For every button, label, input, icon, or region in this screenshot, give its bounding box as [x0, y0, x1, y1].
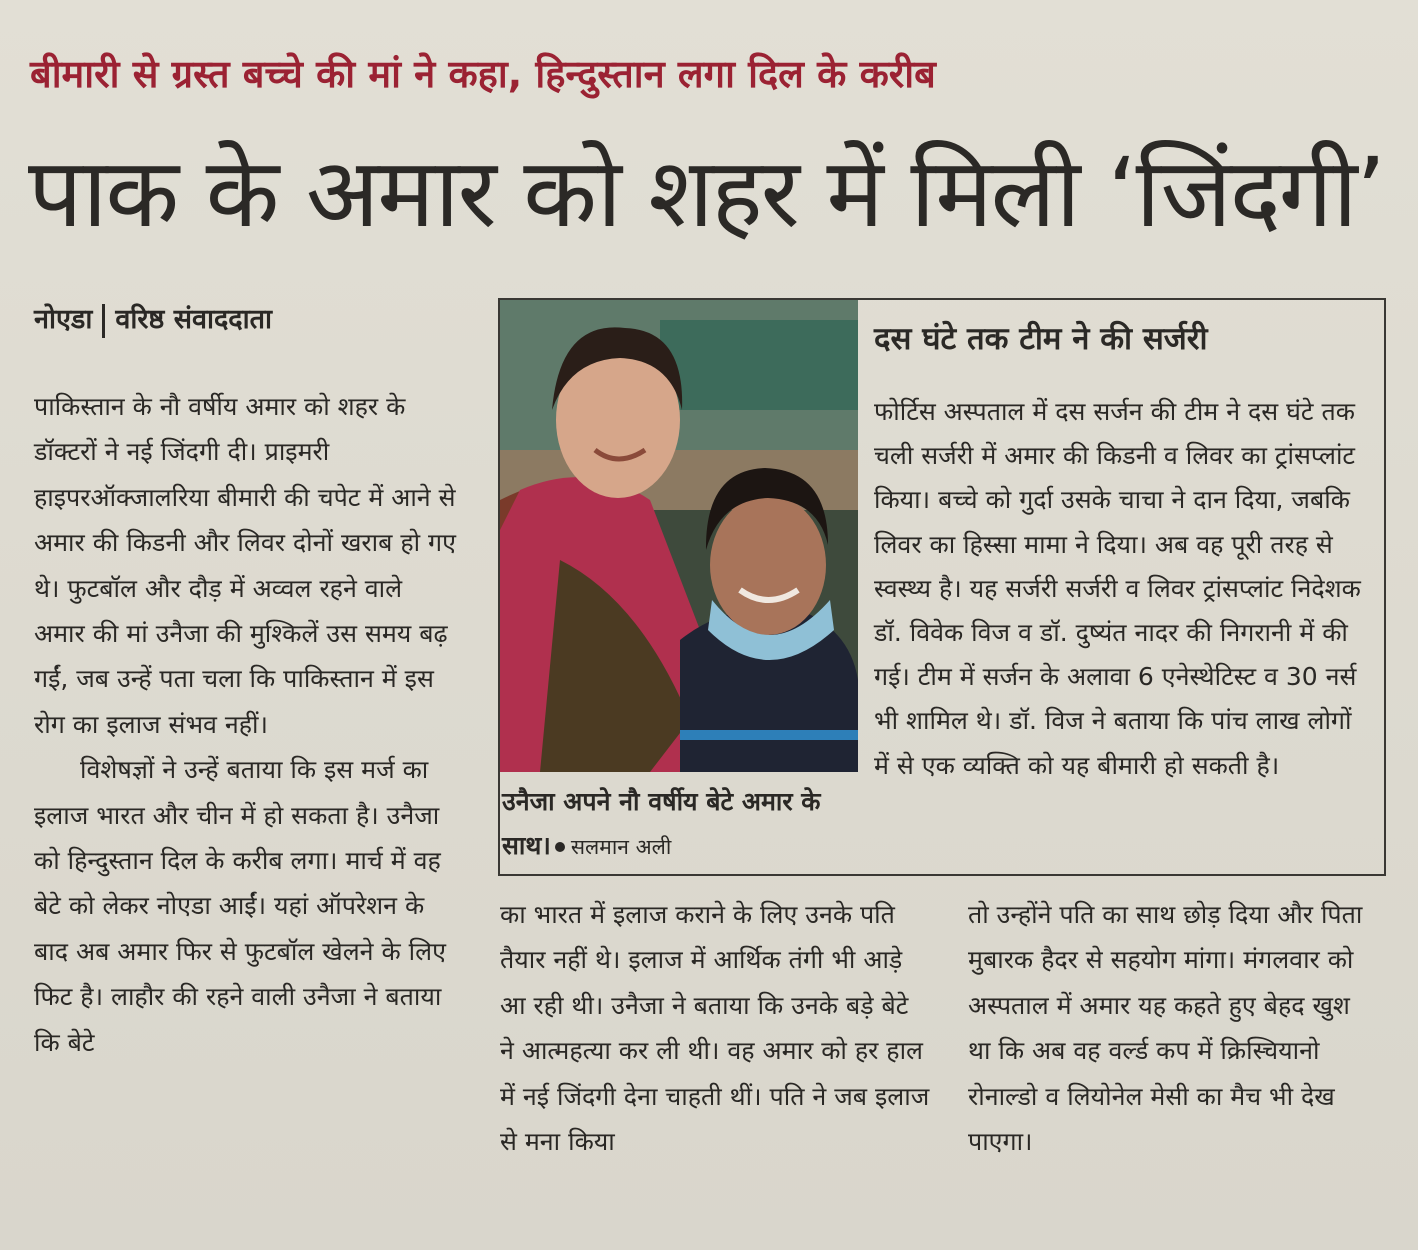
news-photo — [500, 300, 858, 772]
byline — [34, 292, 272, 348]
paragraph: तो उन्होंने पति का साथ छोड़ दिया और पिता मुबारक हैदर से सहयोग मांगा। मंगलवार को अस्पताल में अमार यह कहते हुए बेहद खुश था कि अब वह वर्ल्ड कप में क्रिस्चियानो रोनाल्डो व लियोनेल मेसी का मैच भी देख पाएगा। — [968, 900, 1363, 1157]
article-column-middle — [500, 892, 930, 1164]
article-column-right — [968, 892, 1378, 1164]
paragraph: विशेषज्ञों ने उन्हें बताया कि इस मर्ज का इलाज भारत और चीन में हो सकता है। उनैजा को हिन्दुस्तान दिल के करीब लगा। मार्च में वह बेटे को लेकर नोएडा आईं। यहां ऑपरेशन के बाद अब अमार फिर से फुटबॉल खेलने के लिए फिट है। लाहौर की रहने वाली उनैजा ने बताया कि बेटे — [34, 755, 446, 1057]
sidebar-body — [874, 390, 1374, 788]
byline-place: नोएडा — [34, 304, 93, 335]
paragraph: का भारत में इलाज कराने के लिए उनके पति तैयार नहीं थे। इलाज में आर्थिक तंगी भी आड़े आ रही थी। उनैजा ने बताया कि उनके बड़े बेटे ने आत्महत्या कर ली थी। वह अमार को हर हाल में नई जिंदगी देना चाहती थीं। पति ने जब इलाज से मना किया — [500, 900, 930, 1157]
bullet-icon — [555, 842, 565, 852]
sidebar-title: दस घंटे तक टीम ने की सर्जरी — [874, 321, 1208, 357]
article-column-left — [34, 384, 458, 1065]
paragraph: पाकिस्तान के नौ वर्षीय अमार को शहर के डॉक्टरों ने नई जिंदगी दी। प्राइमरी हाइपरऑक्जालरिया बीमारी की चपेट में आने से अमार की किडनी और लिवर दोनों खराब हो गए थे। फुटबॉल और दौड़ में अव्वल रहने वाले अमार की मां उनैजा की मुश्किलें उस समय बढ़ गईं, जब उन्हें पता चला कि पाकिस्तान में इस रोग का इलाज संभव नहीं। — [34, 392, 456, 739]
main-headline: पाक के अमार को शहर में मिली ‘जिंदगी’ — [28, 137, 1385, 249]
byline-reporter: वरिष्ठ संवाददाता — [115, 304, 273, 335]
photo-illustration — [500, 300, 858, 772]
photo-credit: सलमान अली — [570, 835, 672, 859]
paragraph: फोर्टिस अस्पताल में दस सर्जन की टीम ने दस घंटे तक चली सर्जरी में अमार की किडनी व लिवर का ट्रांसप्लांट किया। बच्चे को गुर्दा उसके चाचा ने दान दिया, जबकि लिवर का हिस्सा मामा ने दिया। अब वह पूरी तरह से स्वस्थ्य है। यह सर्जरी सर्जरी व लिवर ट्रांसप्लांट निदेशक डॉ. विवेक विज व डॉ. दुष्यंत नादर की निगरानी में की गई। टीम में सर्जन के अलावा 6 एनेस्थेटिस्ट व 30 नर्स भी शामिल थे। डॉ. विज ने बताया कि पांच लाख लोगों में से एक व्यक्ति को यह बीमारी हो सकती है। — [874, 397, 1361, 780]
caption-text: उनैजा अपने नौ वर्षीय बेटे अमार के साथ। — [502, 787, 821, 860]
byline-divider — [102, 304, 105, 338]
kicker-headline: बीमारी से ग्रस्त बच्चे की मां ने कहा, हिन्दुस्तान लगा दिल के करीब — [30, 52, 936, 96]
photo-caption — [502, 780, 858, 869]
